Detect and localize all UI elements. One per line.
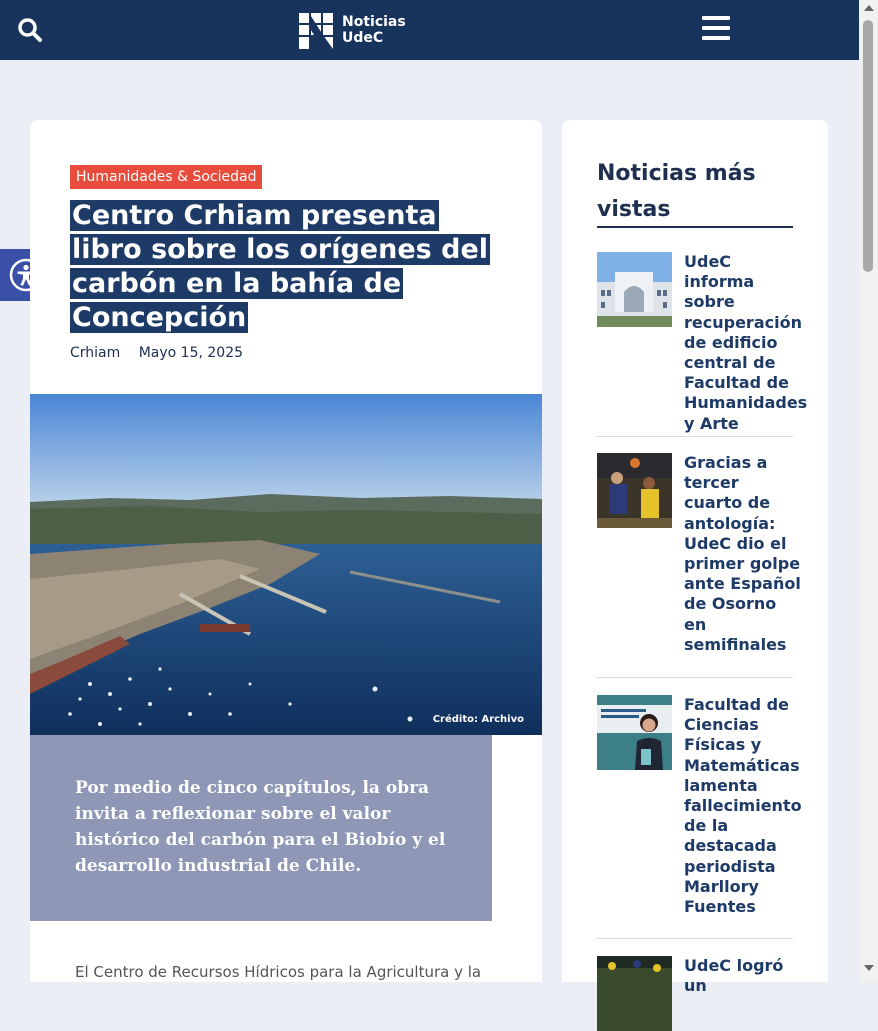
article-title [70, 199, 510, 335]
logo-text-line1: Noticias [342, 14, 406, 30]
news-thumbnail [597, 252, 672, 327]
article-title-line: carbón en la bahía de [72, 268, 402, 299]
logo-text-line2: UdeC [342, 30, 384, 46]
news-thumbnail [597, 956, 672, 1031]
logo-text [342, 14, 406, 46]
article-date: Mayo 15, 2025 [138, 345, 244, 361]
image-credit: Crédito: Archivo [432, 714, 524, 725]
article-title-line: Concepción [72, 302, 247, 333]
hamburger-menu-icon-bar [702, 26, 730, 30]
scroll-up-arrow-icon[interactable] [864, 5, 874, 11]
article-body-text: El Centro de Recursos Hídricos para la Agricultura y la [75, 963, 482, 981]
hero-image [30, 394, 542, 735]
lead-summary-text: Por medio de cinco capítulos, la obra invita a reflexionar sobre el valor histórico del carbón para el Biobío y el desarrollo industrial de Chile. [75, 778, 446, 876]
scrollbar-thumb[interactable] [863, 20, 873, 272]
sidebar-news-item[interactable] [597, 695, 802, 920]
top-navigation-bar [0, 0, 859, 60]
sidebar-title: Noticias más vistas [597, 161, 756, 222]
search-button[interactable] [17, 17, 43, 43]
article-card [30, 120, 542, 982]
search-icon [17, 17, 43, 43]
sidebar-divider [597, 436, 793, 437]
sidebar-news-item[interactable] [597, 453, 801, 658]
vertical-scrollbar[interactable] [859, 0, 878, 982]
article-title-line: libro sobre los orígenes del [72, 234, 489, 265]
sidebar-news-item[interactable] [597, 956, 793, 996]
sidebar-title-underline [597, 226, 793, 228]
sidebar-divider [597, 938, 793, 939]
news-thumbnail [597, 695, 672, 770]
article-title-line: Centro Crhiam presenta [72, 200, 437, 231]
sidebar-divider [597, 677, 793, 678]
news-item-title[interactable]: UdeC logró un [684, 956, 784, 996]
site-logo[interactable] [299, 13, 409, 49]
news-item-title[interactable]: Facultad de Ciencias Físicas y Matemáticas lamenta fallecimiento de la destacada periodista Marllory Fuentes [684, 695, 802, 917]
category-badge[interactable]: Humanidades & Sociedad [70, 165, 262, 189]
hamburger-menu-icon [702, 16, 730, 20]
article-author[interactable]: Crhiam [70, 345, 121, 361]
news-item-title[interactable]: UdeC informa sobre recuperación de edificio central de Facultad de Humanidades y Arte [684, 252, 808, 433]
article-meta [70, 345, 243, 361]
scroll-down-arrow-icon[interactable] [864, 965, 874, 971]
most-viewed-sidebar [562, 120, 828, 996]
sidebar-news-item[interactable] [597, 252, 808, 433]
logo-mark-icon [299, 13, 335, 49]
hamburger-menu-button[interactable] [702, 16, 730, 40]
news-thumbnail [597, 453, 672, 528]
news-item-title[interactable]: Gracias a tercer cuarto de antología: UdeC dio el primer golpe ante Español de Osorno en semifinales [684, 453, 801, 654]
lead-summary-box [30, 735, 492, 921]
hamburger-menu-icon-bar [702, 36, 730, 40]
